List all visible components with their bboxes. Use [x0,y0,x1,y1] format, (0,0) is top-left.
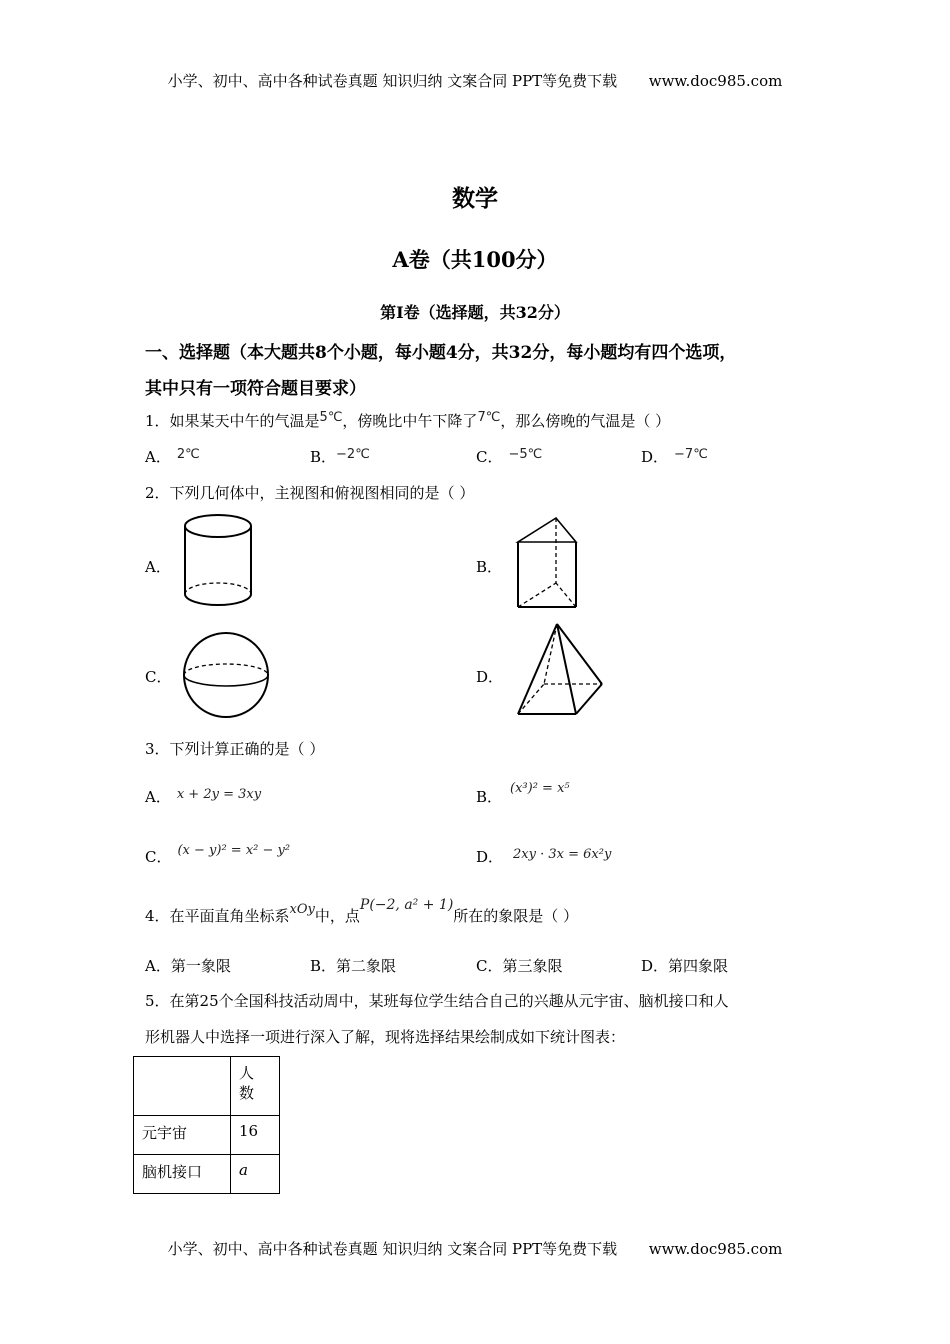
q4-option-b[interactable] [310,955,396,976]
q3-option-a-value: x + 2y = 3xy [176,787,262,802]
q4-option-b-value: 第二象限 [336,957,397,975]
section-heading-line2: 其中只有一项符合题目要求） [145,379,366,399]
q4-option-d-label: D． [641,957,669,975]
q1-option-b-label: B． [310,448,337,466]
q1-option-b[interactable] [310,446,370,467]
table-cell-label: 脑机接口 [134,1155,231,1194]
part-title: 第Ⅰ卷（选择题，共32分） [380,303,570,322]
q4-option-d[interactable] [641,955,728,976]
page-header [0,70,950,91]
q3-option-d-label: D． [476,848,504,866]
q2-option-b[interactable]: B． [476,558,503,576]
page-title: 数学 [452,185,498,212]
q3-option-a[interactable] [145,786,261,807]
question-2: 2．下列几何体中，主视图和俯视图相同的是（ ） [145,484,475,502]
q4-option-c[interactable] [476,955,563,976]
q1-option-d[interactable] [641,446,708,467]
q1-option-c[interactable] [476,446,542,467]
question-1 [145,410,670,431]
question-3: 3．下列计算正确的是（ ） [145,740,325,758]
table-header-row [134,1057,280,1116]
q4-text-b: 中，点 [314,907,360,925]
q4-math-1: xOy [289,902,315,917]
q2-option-a[interactable]: A． [145,558,171,576]
q3-option-c-value: (x − y)² = x² − y² [177,843,291,858]
q2-option-c[interactable]: C． [145,668,172,686]
table-row [134,1116,280,1155]
paper-title: A卷（共100分） [392,247,558,272]
section-heading-line1: 一、选择题（本大题共8个小题，每小题4分，共32分，每小题均有四个选项， [145,343,737,363]
square-pyramid-figure [512,620,608,720]
q1-option-d-value: −7℃ [674,447,708,462]
q4-option-a[interactable] [145,955,231,976]
q1-option-a-value: 2℃ [176,447,200,462]
table-cell-value: 16 [231,1116,280,1155]
header-banner: 小学、初中、高中各种试卷真题 知识归纳 文案合同 PPT等免费下载 [167,72,618,90]
q4-option-b-label: B． [310,957,337,975]
table-header-empty [134,1057,231,1116]
q4-math-2: P(−2, a² + 1) [359,897,454,913]
table-cell-label: 元宇宙 [134,1116,231,1155]
q1-text-b: ，傍晚比中午下降了 [342,412,478,430]
q3-option-d[interactable] [476,846,611,867]
table-header-count: 人 数 [231,1057,280,1116]
q3-option-a-label: A． [145,788,171,806]
question-4 [145,897,579,926]
q1-text-a: 1．如果某天中午的气温是 [145,412,320,430]
table-cell-value: a [231,1155,280,1194]
q2-option-d[interactable]: D． [476,668,504,686]
q3-option-c-label: C． [145,848,172,866]
q4-option-d-value: 第四象限 [668,957,729,975]
sphere-figure [180,630,272,720]
question-5-line2: 形机器人中选择一项进行深入了解，现将选择结果绘制成如下统计图表： [145,1028,626,1046]
q1-option-a-label: A． [145,448,171,466]
triangular-prism-figure [512,512,582,612]
q3-option-d-value: 2xy · 3x = 6x²y [513,847,612,862]
q3-option-b-label: B． [476,788,503,806]
footer-url[interactable]: www.doc985.com [648,1240,783,1258]
statistics-table [133,1056,280,1194]
q1-option-b-value: −2℃ [336,447,370,462]
footer-banner: 小学、初中、高中各种试卷真题 知识归纳 文案合同 PPT等免费下载 [167,1240,618,1258]
q4-option-a-label: A． [145,957,171,975]
q3-option-c[interactable] [145,843,291,867]
q4-text-c: 所在的象限是（ ） [453,907,579,925]
table-row [134,1155,280,1194]
q4-text-a: 4．在平面直角坐标系 [145,907,290,925]
q4-option-a-value: 第一象限 [170,957,231,975]
header-url[interactable]: www.doc985.com [648,72,783,90]
q1-text-c: ，那么傍晚的气温是（ ） [500,412,671,430]
question-5-line1: 5．在第25个全国科技活动周中，某班每位学生结合自己的兴趣从元宇宙、脑机接口和人 [145,992,729,1010]
q1-math-1: 5℃ [319,410,343,425]
q1-option-d-label: D． [641,448,669,466]
q4-option-c-label: C． [476,957,503,975]
q4-option-c-value: 第三象限 [502,957,563,975]
q1-option-c-value: −5℃ [508,447,543,462]
q1-option-c-label: C． [476,448,503,466]
q1-math-2: 7℃ [477,410,501,425]
q3-option-b-value: (x³)² = x⁵ [510,781,570,796]
q3-option-b[interactable] [476,781,570,807]
q1-option-a[interactable] [145,446,200,467]
cylinder-figure [180,512,256,612]
page-footer [0,1238,950,1259]
